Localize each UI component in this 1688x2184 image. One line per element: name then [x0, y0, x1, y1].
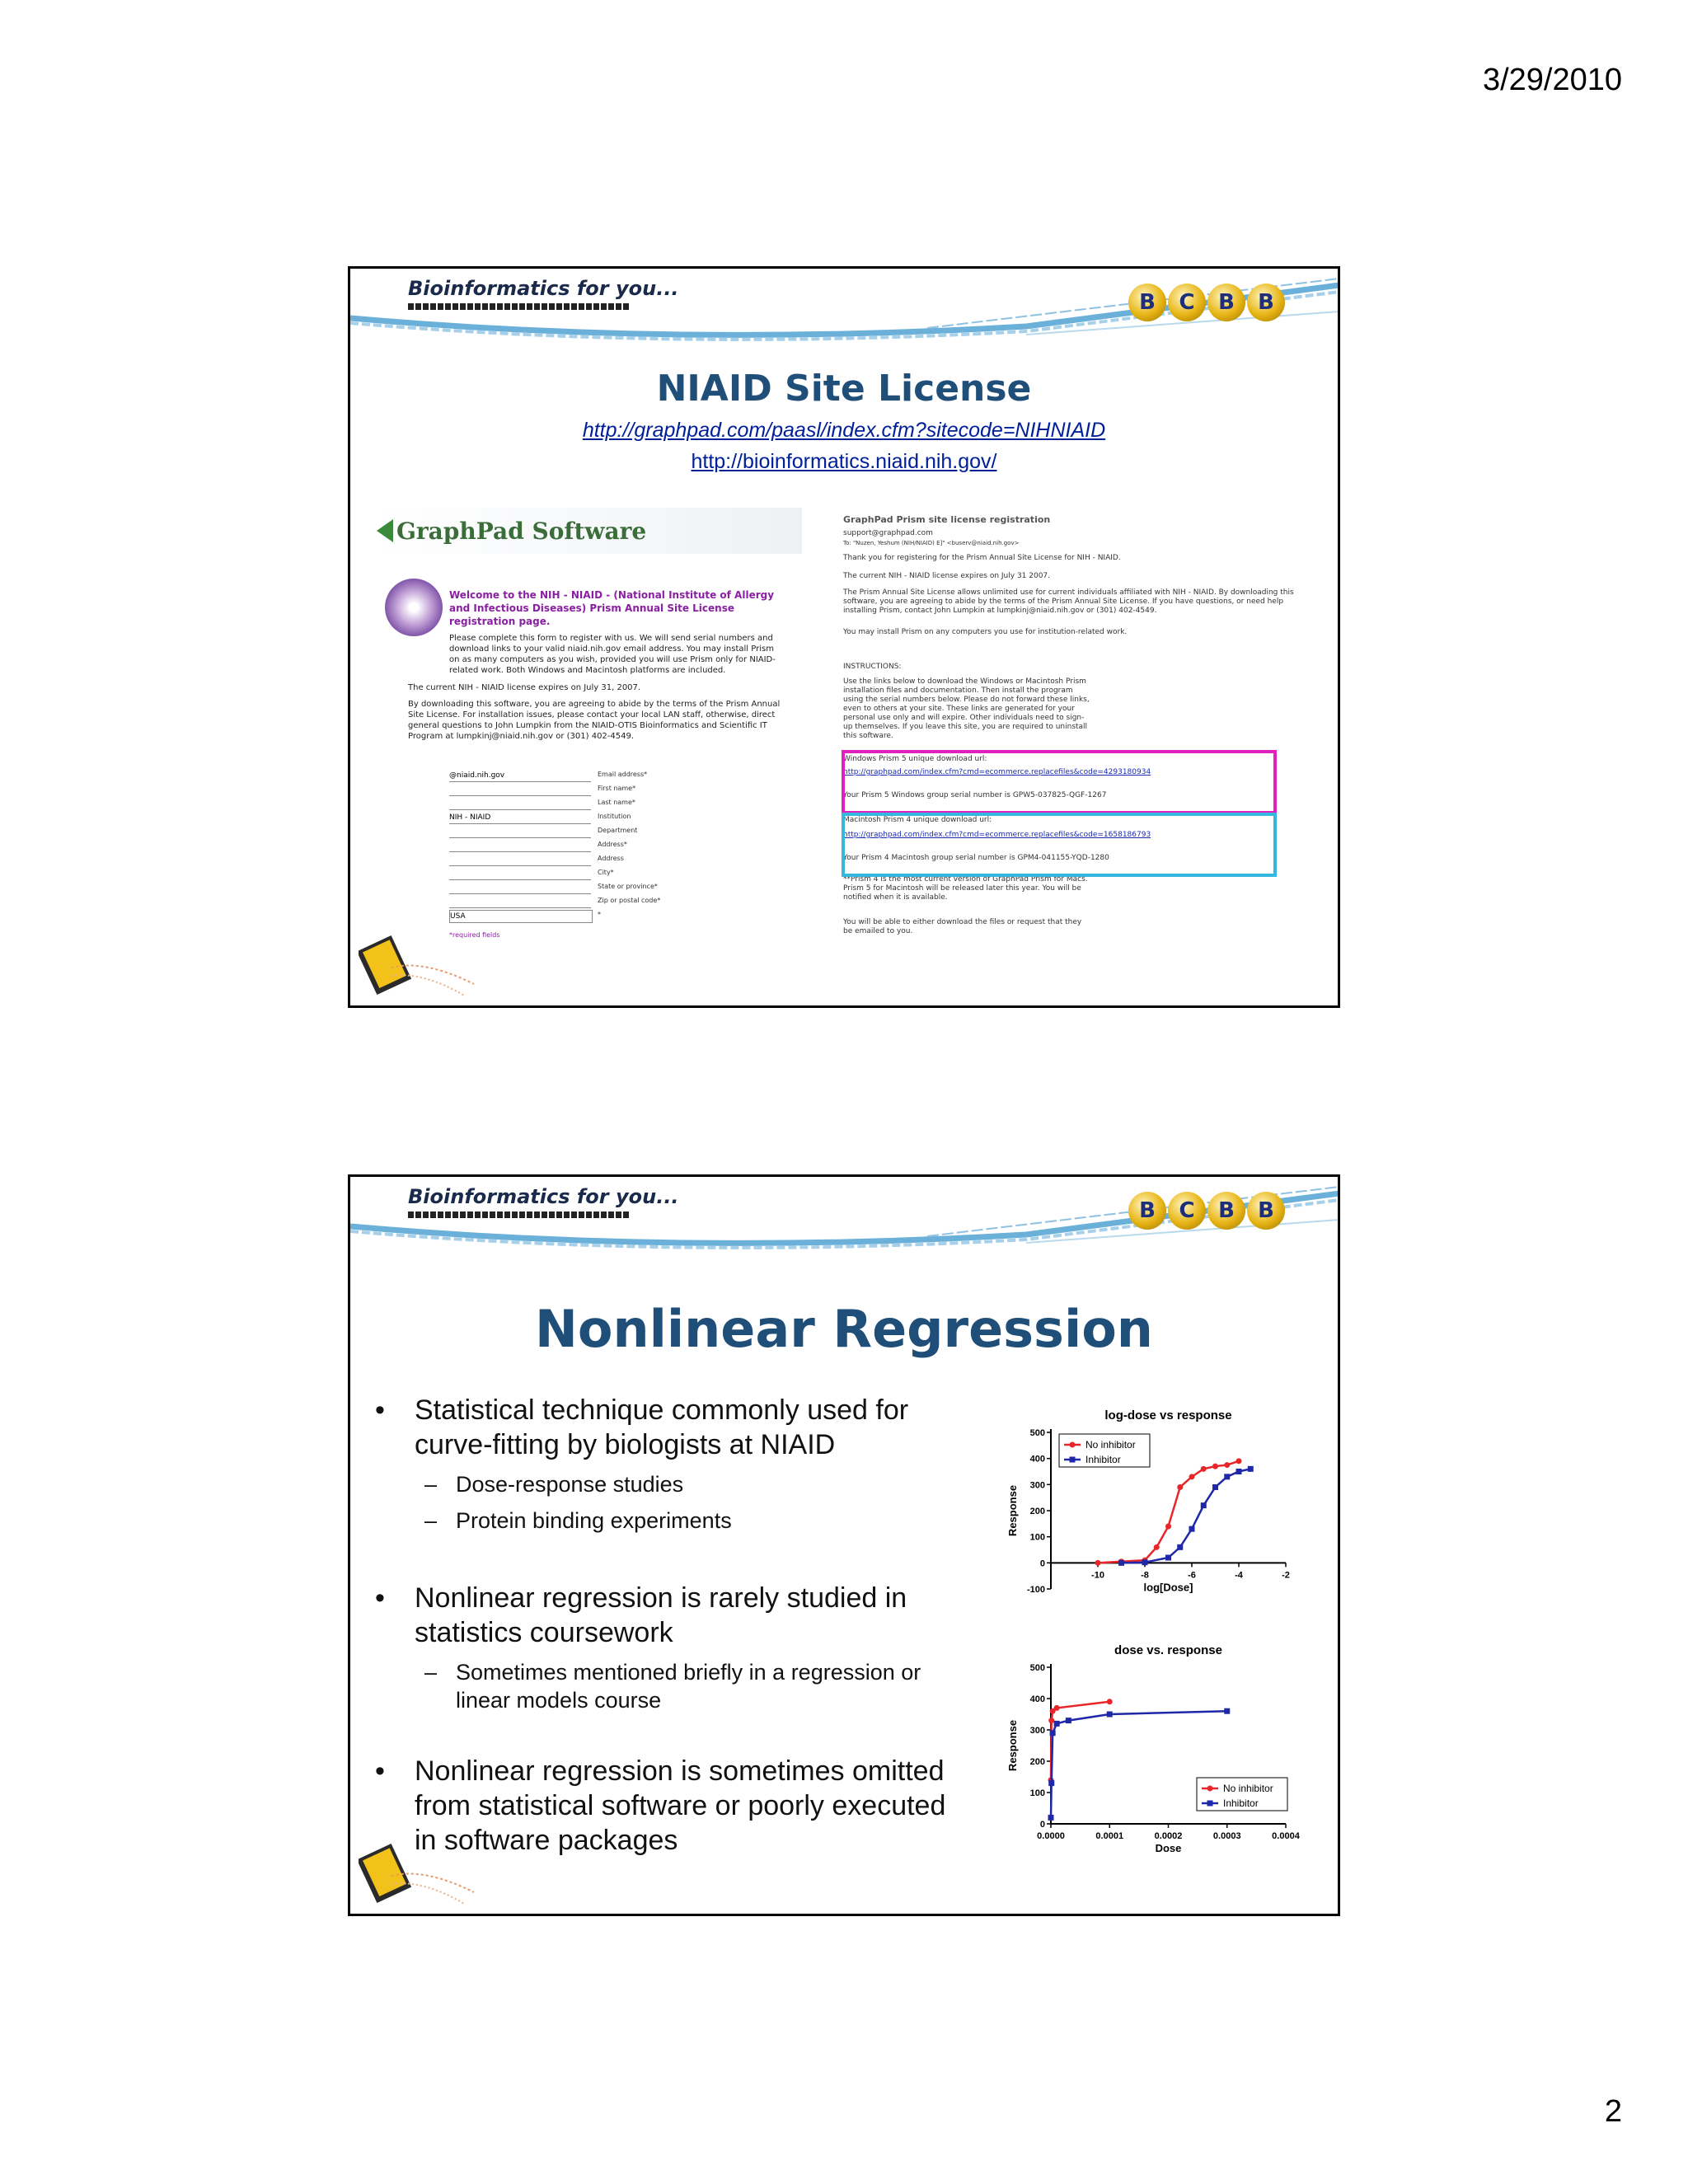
dose-response-chart: [1001, 1643, 1315, 1865]
windows-serial: Your Prism 5 Windows group serial number is GPW5-037825-QGF-1267: [843, 791, 1107, 799]
email-line: The current NIH - NIAID license expires on July 31 2007.: [843, 572, 1051, 580]
graphpad-registration-screenshot: [373, 508, 802, 969]
bcbb-letter: C: [1168, 1192, 1206, 1230]
bioinformatics-corner-logo: [359, 926, 482, 1001]
mac-highlight-box: [842, 813, 1277, 877]
header-subtitle-text: [408, 1212, 629, 1218]
chart-legend: [1197, 1778, 1287, 1811]
y-tick-label: 0: [1039, 1558, 1045, 1569]
email-instructions-heading: INSTRUCTIONS:: [843, 663, 902, 671]
form-row[interactable]: City*: [449, 868, 729, 881]
series-line: [1098, 1461, 1239, 1563]
x-tick-label: -8: [1141, 1570, 1149, 1581]
x-tick-label: -2: [1282, 1570, 1290, 1581]
chart-title: log-dose vs response: [1104, 1408, 1232, 1422]
legend-marker: [1207, 1801, 1213, 1807]
slide-nonlinear-regression: Bioinformatics for you... B C B B Nonlinear Regression • Statistical technique commonly used for curve-fitting by biologists at NIAID – Dose-response studies – Protein binding experiments • Nonlinear regression is rarely studied in statistics coursework – Sometimes mentioned briefly in a regression or linear models course • Nonlinear regression is sometimes omitted from statistical software or poorly executed in software packages log-dose vs response -100 0 100 200 300 400 500 -10 -8 -6 -4 -2 log[Dose] Response No inhibitor Inhibitor dose vs. response 0 100 200 300 400 500 0.0000 0.0001 0.0002 0.0003 0.0004 Dose Response No inhibitor Inhibitor: [348, 1174, 1340, 1916]
data-point: [1048, 1718, 1054, 1723]
form-row[interactable]: @niaid.nih.gov Email address*: [449, 770, 729, 783]
country-select[interactable]: USA *: [449, 910, 729, 923]
legend-entry: No inhibitor: [1085, 1439, 1136, 1451]
data-point: [1054, 1721, 1060, 1727]
form-row[interactable]: Address*: [449, 840, 729, 853]
y-tick-label: 200: [1029, 1757, 1045, 1767]
mac-download-link[interactable]: http://graphpad.com/index.cfm?cmd=ecommerce.replacefiles&code=1658186793: [843, 831, 1151, 839]
header-title: Bioinformatics for you...: [408, 277, 679, 300]
graphpad-arrow-icon: [377, 519, 393, 542]
data-point: [1212, 1484, 1218, 1490]
legend-marker: [1070, 1442, 1076, 1448]
bioinformatics-corner-logo: [359, 1835, 482, 1909]
header-title: Bioinformatics for you...: [408, 1185, 679, 1208]
data-point: [1107, 1712, 1113, 1718]
slide-header: [350, 1177, 1338, 1259]
data-point: [1118, 1560, 1124, 1566]
form-row[interactable]: Department: [449, 826, 729, 839]
welcome-text: Welcome to the NIH - NIAID - (National Institute of Allergy and Infectious Diseases) Prism Annual Site License registration page.: [449, 589, 775, 627]
form-row[interactable]: First name*: [449, 784, 729, 797]
x-tick-label: 0.0001: [1095, 1831, 1124, 1841]
y-axis-label: Response: [1006, 1484, 1019, 1537]
y-tick-label: -100: [1026, 1585, 1045, 1595]
prism-cd-icon: [385, 579, 443, 636]
y-tick-label: 200: [1029, 1507, 1045, 1516]
graphpad-logo: GraphPad Software: [373, 508, 802, 554]
data-point: [1142, 1559, 1148, 1565]
bcbb-letter: B: [1128, 1192, 1166, 1230]
terms-text: By downloading this software, you are agreeing to abide by the terms of the Prism Annual Site License. For installation issues, please contact your local LAN staff, otherwise, direct general questions to John Lumpkin from the NIAID-OTIS Bioinformatics and Scientific IT Program at lumpkinj@niaid.nih.gov or (301) 402-4549.: [408, 700, 781, 741]
instructions-text: Please complete this form to register with us. We will send serial numbers and download links to your valid niaid.nih.gov email address. You may install Prism on as many computers as you wish, provided you will use Prism only for NIAID-related work. Both Windows and Macintosh platforms are included.: [449, 634, 776, 675]
email-line: Thank you for registering for the Prism Annual Site License for NIH - NIAID.: [843, 554, 1121, 562]
email-header: GraphPad Prism site license registration: [843, 514, 1051, 525]
y-tick-label: 100: [1029, 1788, 1045, 1798]
data-point: [1165, 1555, 1171, 1561]
email-to: To: "Nuzen, Yeshum (NIH/NIAID) E]" <buserv@niaid.nih.gov>: [843, 540, 1020, 546]
windows-download-link[interactable]: http://graphpad.com/index.cfm?cmd=ecommerce.replacefiles&code=4293180934: [843, 768, 1151, 776]
data-point: [1165, 1524, 1171, 1530]
data-point: [1048, 1780, 1054, 1786]
y-axis-label: Response: [1006, 1719, 1019, 1772]
slide-header: [350, 269, 1338, 351]
email-line: You will be able to either download the files or request that they be emailed to you.: [843, 918, 1082, 935]
form-row[interactable]: Address: [449, 854, 729, 867]
y-tick-label: 300: [1029, 1726, 1045, 1736]
data-point: [1189, 1526, 1195, 1532]
data-point: [1177, 1484, 1183, 1490]
email-line: You may install Prism on any computers you use for institution-related work.: [843, 628, 1128, 636]
slide-title: NIAID Site License: [656, 368, 1032, 410]
y-tick-label: 500: [1029, 1663, 1045, 1673]
data-point: [1236, 1458, 1242, 1464]
y-tick-label: 0: [1039, 1820, 1045, 1830]
chart-legend: [1059, 1434, 1150, 1467]
data-point: [1189, 1474, 1195, 1479]
page-number: 2: [1604, 2094, 1622, 2129]
email-screenshot: [837, 508, 1323, 969]
bcbb-letter: B: [1207, 1192, 1245, 1230]
email-from: support@graphpad.com: [843, 529, 933, 537]
form-row[interactable]: NIH - NIAID Institution: [449, 812, 729, 825]
x-tick-label: -10: [1091, 1570, 1104, 1581]
data-point: [1201, 1502, 1207, 1508]
data-point: [1095, 1560, 1101, 1566]
bcbb-letter: C: [1168, 284, 1206, 321]
data-point: [1224, 1474, 1230, 1479]
legend-entry: No inhibitor: [1223, 1783, 1273, 1794]
windows-label: Windows Prism 5 unique download url:: [843, 755, 987, 763]
bcbb-letter: B: [1247, 1192, 1285, 1230]
y-tick-label: 100: [1029, 1532, 1045, 1543]
x-tick-label: 0.0000: [1037, 1831, 1065, 1841]
mac-serial: Your Prism 4 Macintosh group serial number is GPM4-041155-YQD-1280: [843, 854, 1109, 862]
x-axis-label: log[Dose]: [1143, 1581, 1193, 1594]
data-point: [1154, 1544, 1160, 1550]
x-tick-label: -4: [1235, 1570, 1243, 1581]
email-line: The Prism Annual Site License allows unlimited use for current individuals affiliated with NIH - NIAID. By downloading this software, you are agreeing to abide by the terms of the Prism Annual Site License. If you have questions, or need help installing Prism, contact John Lumpkin at lumpkinj@niaid.nih.gov or (301) 402-4549.: [843, 588, 1294, 615]
data-point: [1050, 1730, 1056, 1736]
y-tick-label: 300: [1029, 1480, 1045, 1491]
header-subtitle-text: [408, 303, 629, 310]
email-line: Use the links below to download the Windows or Macintosh Prism installation files and documentation. Then install the program using the serial numbers below. Please do not forward these links, even to others at your site. These links are generated for your personal use only and will expire. Other individuals need to sign-up themselves. If you leave this site, you are required to uninstall this software.: [843, 677, 1090, 740]
data-point: [1201, 1466, 1207, 1472]
x-tick-label: 0.0002: [1154, 1831, 1183, 1841]
email-line: **Prism 4 is the most current version of GraphPad Prism for Macs. Prism 5 for Macintosh will be released later this year. You will be notified when it is available.: [843, 875, 1088, 902]
x-axis-label: Dose: [1155, 1842, 1182, 1854]
x-tick-label: 0.0004: [1272, 1831, 1300, 1841]
form-row[interactable]: Zip or postal code*: [449, 896, 729, 909]
bcbb-letter: B: [1207, 284, 1245, 321]
slide-title: Nonlinear Regression: [535, 1299, 1153, 1359]
legend-marker: [1207, 1786, 1213, 1792]
x-tick-label: -6: [1188, 1570, 1196, 1581]
bcbb-logo: [1128, 1192, 1285, 1230]
data-point: [1177, 1544, 1183, 1550]
data-point: [1224, 1708, 1230, 1714]
form-row[interactable]: Last name*: [449, 798, 729, 811]
bioinformatics-link[interactable]: http://bioinformatics.niaid.nih.gov/: [691, 450, 997, 473]
data-point: [1212, 1464, 1218, 1469]
y-tick-label: 500: [1029, 1428, 1045, 1438]
bcbb-letter: B: [1128, 284, 1166, 321]
windows-highlight-box: [842, 750, 1277, 814]
data-point: [1054, 1705, 1060, 1711]
form-row[interactable]: State or province*: [449, 882, 729, 895]
bcbb-letter: B: [1247, 284, 1285, 321]
required-note: *required fields: [449, 931, 500, 939]
data-point: [1224, 1462, 1230, 1468]
page-date: 3/29/2010: [1482, 63, 1622, 97]
data-point: [1048, 1815, 1054, 1821]
data-point: [1107, 1699, 1113, 1704]
series-line: [1051, 1702, 1109, 1780]
log-dose-chart: [1001, 1408, 1315, 1630]
y-tick-label: 400: [1029, 1454, 1045, 1465]
data-point: [1066, 1718, 1071, 1723]
bcbb-logo: [1128, 284, 1285, 321]
expiry-text: The current NIH - NIAID license expires on July 31, 2007.: [408, 683, 641, 692]
y-tick-label: 400: [1029, 1694, 1045, 1704]
legend-entry: Inhibitor: [1085, 1454, 1121, 1465]
data-point: [1236, 1469, 1242, 1474]
data-point: [1248, 1466, 1254, 1472]
legend-entry: Inhibitor: [1223, 1797, 1259, 1809]
slide-niaid-site-license: [348, 266, 1340, 1008]
legend-marker: [1070, 1457, 1076, 1463]
x-tick-label: 0.0003: [1212, 1831, 1241, 1841]
graphpad-link[interactable]: http://graphpad.com/paasl/index.cfm?sitecode=NIHNIAID: [582, 419, 1106, 442]
chart-title: dose vs. response: [1114, 1643, 1222, 1657]
mac-label: Macintosh Prism 4 unique download url:: [843, 816, 992, 824]
